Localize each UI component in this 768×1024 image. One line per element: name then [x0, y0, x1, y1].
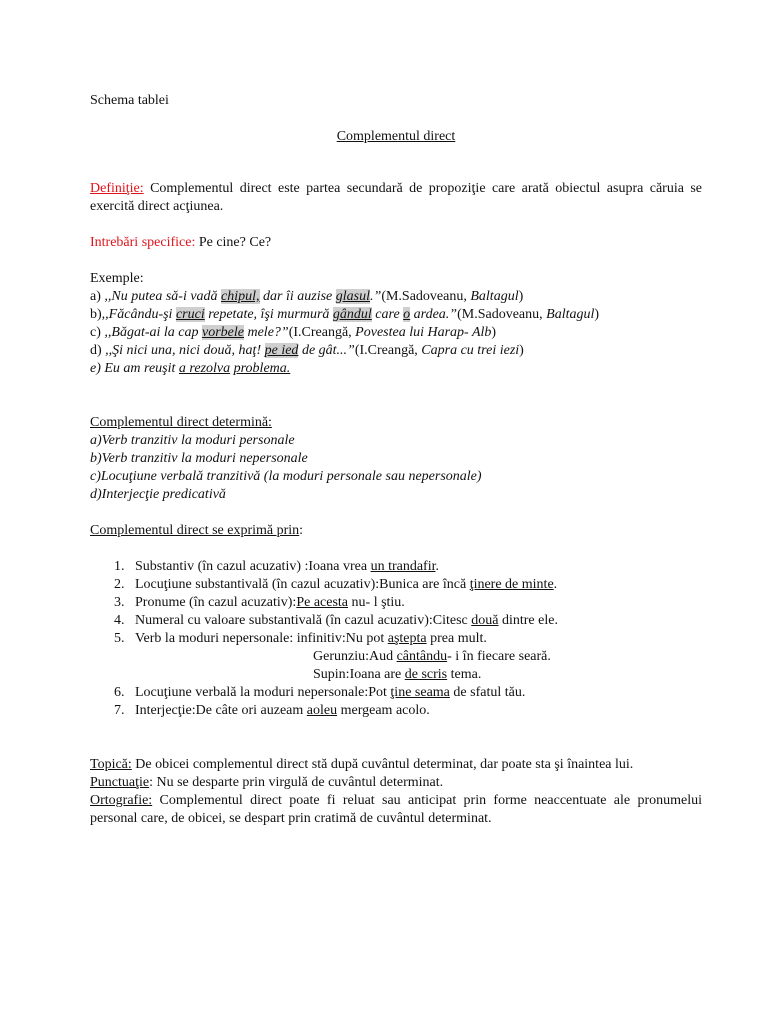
example-c-work: Povestea lui Harap- Alb: [355, 325, 492, 340]
example-a-quote: .”: [370, 289, 382, 304]
example-a-quote: ,,Nu putea să-i vadă: [104, 289, 222, 304]
example-a-complement-1: chipul,: [221, 289, 260, 304]
list-item-example: un trandafir: [370, 559, 436, 574]
determines-item: a)Verb tranzitiv la moduri personale: [90, 433, 295, 448]
list-item-number: 7.: [114, 703, 125, 718]
examples-heading: Exemple:: [90, 271, 144, 286]
determines-heading: Complementul direct determină:: [90, 415, 272, 430]
page-title: Complementul direct: [336, 129, 456, 144]
list-item-number: 1.: [114, 559, 125, 574]
expressed-heading-text: Complementul direct se exprimă prin: [90, 523, 300, 538]
list-item-text: Verb la moduri nepersonale: infinitiv:Nu pot: [135, 631, 388, 646]
sub-item-text: tema.: [447, 667, 482, 682]
example-a: [90, 288, 702, 306]
example-b-work: Baltagul: [546, 307, 595, 322]
example-c-complement-1: vorbele: [202, 325, 244, 340]
punctuatie-label: Punctuaţie: [90, 775, 150, 790]
document-page: [90, 92, 702, 828]
definition-text: Complementul direct este partea secundară de propoziţie care arată obiectul asupra căruia se exercită direct acţiunea.: [90, 181, 702, 214]
sub-list-item: [90, 648, 702, 666]
list-item-text: nu- l ştiu.: [348, 595, 405, 610]
sub-item-text: - i în fiecare seară.: [447, 649, 551, 664]
questions-line: [90, 234, 702, 252]
list-item: [90, 576, 702, 594]
definition-paragraph: [90, 180, 702, 216]
list-item-text: de sfatul tău.: [449, 685, 526, 700]
example-e-prefix: e) Eu am reuşit: [90, 361, 179, 376]
example-b-source: (M.Sadoveanu,: [457, 307, 547, 322]
example-a-complement-2: glasul: [335, 289, 371, 304]
example-d-prefix: d): [90, 343, 106, 358]
list-item-example: aştepta: [387, 631, 427, 646]
example-d-source: (I.Creangă,: [354, 343, 422, 358]
example-d-quote: de gât...”: [298, 343, 355, 358]
expressed-heading: [90, 522, 702, 540]
example-a-end: ): [518, 289, 524, 304]
determines-item: b)Verb tranzitiv la moduri nepersonale: [90, 451, 308, 466]
example-c-prefix: c): [90, 325, 105, 340]
example-b-complement-1: cruci: [175, 307, 205, 322]
example-b-quote: care: [371, 307, 404, 322]
list-item-text: Substantiv (în cazul acuzativ) :Ioana vrea: [135, 559, 371, 574]
determines-item: d)Interjecţie predicativă: [90, 487, 226, 502]
determines-item: c)Locuţiune verbală tranzitivă (la moduri personale sau nepersonale): [90, 469, 482, 484]
list-item: [90, 558, 702, 576]
list-item-number: 2.: [114, 577, 125, 592]
list-item: [90, 612, 702, 630]
questions-label: Intrebări specifice:: [90, 235, 196, 250]
ortografie-note: [90, 792, 702, 828]
example-b-end: ): [594, 307, 600, 322]
list-item-text: dintre ele.: [498, 613, 558, 628]
list-item: [90, 630, 702, 648]
expressed-list-continued: [90, 684, 702, 720]
topica-note: [90, 756, 702, 774]
punctuatie-note: [90, 774, 702, 792]
list-item-number: 6.: [114, 685, 125, 700]
example-d: [90, 342, 702, 360]
example-b-quote: ,,Făcându-şi: [101, 307, 176, 322]
list-item-text: Pronume (în cazul acuzativ):: [135, 595, 297, 610]
list-item-example: aoleu: [306, 703, 338, 718]
topica-text: De obicei complementul direct stă după cuvântul determinat, dar poate sta şi înaintea lui.: [131, 757, 634, 772]
sub-item-example: de scris: [404, 667, 448, 682]
example-b-complement-3: o: [403, 307, 411, 322]
topica-label: Topică:: [90, 757, 132, 772]
list-item-number: 3.: [114, 595, 125, 610]
list-item-text: .: [435, 559, 439, 574]
list-item-text: prea mult.: [426, 631, 487, 646]
sub-list-item: [90, 666, 702, 684]
example-b: [90, 306, 702, 324]
list-item-text: Locuţiune verbală la moduri nepersonale:Pot: [135, 685, 391, 700]
list-item: [90, 702, 702, 720]
list-item-example: Pe acesta: [296, 595, 349, 610]
example-a-quote: dar îi auzise: [259, 289, 336, 304]
expressed-list: [90, 558, 702, 648]
example-a-work: Baltagul: [470, 289, 519, 304]
definition-label: Definiţie:: [90, 181, 144, 196]
list-item-text: mergeam acolo.: [337, 703, 430, 718]
example-e: [90, 360, 702, 378]
example-b-complement-2: gândul: [332, 307, 372, 322]
list-item-example: ţine seama: [390, 685, 450, 700]
list-item-text: .: [553, 577, 558, 592]
example-b-prefix: b): [90, 307, 102, 322]
list-item-number: 4.: [114, 613, 125, 628]
example-c-quote: ,,Băgat-ai la cap: [104, 325, 202, 340]
example-b-quote: ardea.”: [410, 307, 458, 322]
ortografie-label: Ortografie:: [90, 793, 153, 808]
example-e-complement-1: a rezolva: [178, 361, 231, 376]
list-item-text: Numeral cu valoare substantivală (în cazul acuzativ):Citesc: [135, 613, 472, 628]
expressed-heading-colon: :: [299, 523, 304, 538]
board-schema-label: Schema tablei: [90, 93, 169, 108]
example-e-complement-2: problema.: [233, 361, 291, 376]
example-a-source: (M.Sadoveanu,: [381, 289, 471, 304]
list-item-text: Locuţiune substantivală (în cazul acuzativ):Bunica are încă: [135, 577, 470, 592]
example-a-prefix: a): [90, 289, 105, 304]
example-c-quote: mele?”: [243, 325, 289, 340]
list-item-number: 5.: [114, 631, 125, 646]
example-b-quote: repetate, îşi murmură: [204, 307, 333, 322]
example-d-work: Capra cu trei iezi: [421, 343, 520, 358]
list-item: [90, 684, 702, 702]
example-d-quote: ,,Şi nici una, nici două, haţ!: [105, 343, 265, 358]
sub-item-example: cântându: [396, 649, 448, 664]
example-c: [90, 324, 702, 342]
list-item-text: Interjecţie:De câte ori auzeam: [135, 703, 307, 718]
example-d-complement-1: pe ied: [264, 343, 299, 358]
example-c-source: (I.Creangă,: [288, 325, 356, 340]
example-d-end: ): [519, 343, 524, 358]
sub-item-text: Gerunziu:Aud: [313, 649, 397, 664]
questions-text: Pe cine? Ce?: [195, 235, 272, 250]
list-item: [90, 594, 702, 612]
punctuatie-text: : Nu se desparte prin virgulă de cuvântul determinat.: [149, 775, 444, 790]
ortografie-text: Complementul direct poate fi reluat sau anticipat prin forme neaccentuate ale pronumelui personal care, de obicei, se despart prin cratimă de cuvântul determinat.: [90, 793, 702, 826]
example-c-end: ): [491, 325, 497, 340]
list-item-example: două: [471, 613, 499, 628]
sub-item-text: Supin:Ioana are: [313, 667, 405, 682]
list-item-example: ţinere de minte: [469, 577, 554, 592]
